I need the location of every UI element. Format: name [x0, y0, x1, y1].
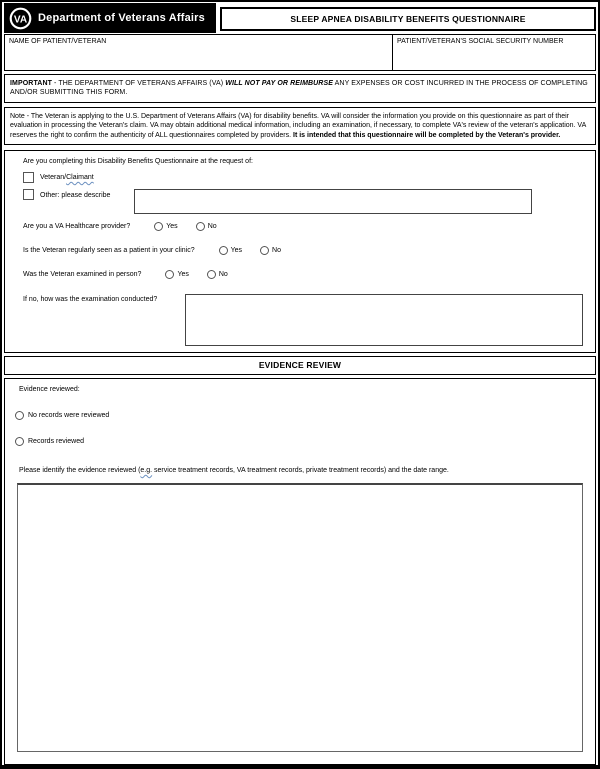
- clinic-patient-question: Is the Veteran regularly seen as a patient in your clinic?: [23, 247, 195, 255]
- va-provider-no-label: No: [207, 223, 217, 231]
- other-label: Other: please describe: [40, 192, 111, 200]
- patient-name-label: NAME OF PATIENT/VETERAN: [9, 38, 107, 45]
- option-other-row: [23, 189, 585, 214]
- veteran-claimant-label: [40, 174, 94, 181]
- question-va-provider: [23, 222, 585, 231]
- examined-yes-radio[interactable]: [165, 270, 174, 279]
- patient-ssn-label: PATIENT/VETERAN'S SOCIAL SECURITY NUMBER: [397, 38, 564, 45]
- clinic-no-radio[interactable]: [260, 246, 269, 255]
- request-question: Are you completing this Disability Benefits Questionnaire at the request of:: [23, 158, 253, 166]
- evidence-reviewed-label: Evidence reviewed:: [19, 386, 80, 394]
- va-provider-question: Are you a VA Healthcare provider?: [23, 223, 131, 231]
- examined-yes-label: Yes: [177, 271, 189, 279]
- question-examined-in-person: [23, 270, 585, 279]
- evidence-prompt-after: service treatment records, VA treatment records, private treatment records) and the date range.: [152, 467, 449, 475]
- evidence-identify-prompt: [19, 467, 583, 474]
- clinic-no-label: No: [272, 247, 281, 255]
- important-text-after: ANY EXPENSES OR COST INCURRED IN THE PROCESS OF COMPLETING AND/OR SUBMITTING THIS FORM.: [10, 80, 588, 97]
- records-reviewed-label: Records reviewed: [28, 438, 85, 446]
- examined-yes-option: [165, 270, 188, 279]
- va-brand-bar: [4, 3, 216, 33]
- examined-no-option: [207, 270, 228, 279]
- evidence-prompt-eg: e.g.: [140, 467, 153, 475]
- exam-method-label: If no, how was the examination conducted?: [23, 296, 158, 304]
- records-reviewed-radio[interactable]: [15, 437, 24, 446]
- patient-identity-row: [4, 34, 596, 71]
- note-bold-text: It is intended that this questionnaire will be completed by the Veteran's provider.: [293, 131, 561, 139]
- examined-in-person-question: Was the Veteran examined in person?: [23, 271, 142, 279]
- exam-method-row: [23, 294, 585, 346]
- form-title-box: [220, 7, 596, 31]
- important-text-before: - THE DEPARTMENT OF VETERANS AFFAIRS (VA): [52, 80, 226, 87]
- claimant-label: Claimant: [66, 174, 94, 182]
- questionnaire-section: [4, 150, 596, 353]
- option-veteran-claimant-row: [23, 172, 585, 183]
- patient-ssn-field[interactable]: [392, 35, 595, 70]
- no-records-label: No records were reviewed: [28, 412, 110, 420]
- patient-name-field[interactable]: [5, 35, 392, 70]
- note-paragraph: [4, 107, 596, 145]
- no-records-radio[interactable]: [15, 411, 24, 420]
- clinic-no-option: [260, 246, 281, 255]
- evidence-details-input[interactable]: [17, 483, 583, 752]
- no-records-option: [15, 411, 583, 420]
- va-provider-no-option: [196, 222, 217, 231]
- exam-method-input[interactable]: [185, 294, 583, 346]
- other-describe-input[interactable]: [134, 189, 532, 214]
- evidence-review-section: [4, 378, 596, 765]
- clinic-yes-radio[interactable]: [219, 246, 228, 255]
- evidence-review-header: EVIDENCE REVIEW: [4, 356, 596, 375]
- clinic-yes-option: [219, 246, 242, 255]
- examined-no-radio[interactable]: [207, 270, 216, 279]
- evidence-prompt-before: Please identify the evidence reviewed (: [19, 467, 141, 475]
- clinic-yes-label: Yes: [230, 247, 243, 255]
- form-title: SLEEP APNEA DISABILITY BENEFITS QUESTIONNAIRE: [290, 14, 526, 24]
- important-notice: [4, 74, 596, 103]
- veteran-claimant-checkbox[interactable]: [23, 172, 34, 183]
- va-provider-yes-label: Yes: [166, 223, 178, 231]
- note-text: Note - The Veteran is applying to the U.S. Department of Veterans Affairs (VA) for disability benefits. VA will consider the information you provide on this questionnaire as part of their evaluation in processing the Veteran's claim. VA may obtain additional medical information, including an examination, if necessary, to complete VA's review of the veteran's application. VA reserves the right to confirm the authenticity of ALL questionnaires completed by providers.: [10, 112, 586, 139]
- va-provider-yes-radio[interactable]: [154, 222, 163, 231]
- other-checkbox[interactable]: [23, 189, 34, 200]
- records-reviewed-option: [15, 437, 583, 446]
- va-provider-no-radio[interactable]: [196, 222, 205, 231]
- important-emphasis: WILL NOT PAY OR REIMBURSE: [225, 80, 333, 87]
- form-header: [4, 3, 596, 33]
- examined-no-label: No: [218, 271, 228, 279]
- svg-text:VA: VA: [13, 14, 28, 26]
- agency-name: Department of Veterans Affairs: [38, 12, 205, 24]
- important-label: IMPORTANT: [10, 80, 52, 87]
- va-provider-yes-option: [154, 222, 177, 231]
- va-logo-icon: [9, 7, 32, 30]
- veteran-label-prefix: Veteran/: [40, 174, 67, 182]
- question-clinic-patient: [23, 246, 585, 255]
